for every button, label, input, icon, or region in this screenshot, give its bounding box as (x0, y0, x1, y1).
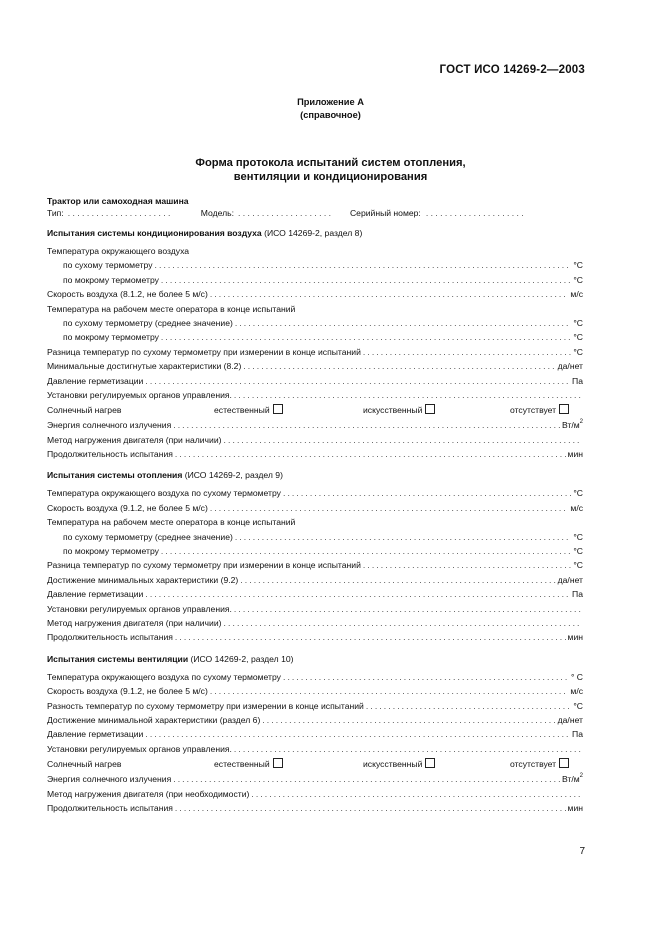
heating-dry-avg-label: по сухому термометру (среднее значение) (63, 531, 233, 542)
heating-pressure-unit: Па (572, 589, 583, 600)
ac-wet-label: по мокрому термометру (63, 274, 159, 285)
heating-wet-label: по мокрому термометру (63, 546, 159, 557)
vent-diff-unit: °С (573, 700, 583, 711)
heating-heading-bold: Испытания системы отопления (47, 470, 183, 481)
ac-air-speed-label: Скорость воздуха (8.1.2, не более 5 м/с) (47, 289, 208, 300)
vent-air-speed-unit: м/с (570, 686, 583, 697)
form-title-line1: Форма протокола испытаний систем отопления, (195, 157, 466, 169)
type-field[interactable]: . . . . . . . . . . . . . . . . . . . . . . (67, 208, 171, 218)
heating-air-speed-row[interactable] (47, 501, 583, 515)
ac-dry-avg-row[interactable] (47, 316, 583, 330)
heating-wet-unit: °С (573, 546, 583, 557)
vent-solar-energy-row[interactable] (47, 772, 583, 786)
vent-controls-row[interactable] (47, 742, 583, 756)
ac-wm-unit: Вт/м (561, 420, 580, 431)
vent-wm-exponent: 2 (579, 773, 583, 780)
ac-min-char-row[interactable] (47, 359, 583, 373)
ac-engine-row[interactable] (47, 433, 583, 447)
vent-natural-label: естественный (214, 759, 270, 770)
ac-controls-row[interactable] (47, 388, 583, 402)
ac-solar-row (47, 402, 583, 418)
ac-solar-label: Солнечный нагрев (47, 405, 122, 416)
ac-absent-label: отсутствует (510, 405, 557, 416)
protocol-form (47, 196, 583, 815)
ac-dry-unit: °С (573, 260, 583, 271)
checkbox-icon[interactable] (425, 404, 435, 414)
heating-pressure-label: Давление герметизации (47, 589, 144, 600)
heating-pressure-row[interactable] (47, 587, 583, 601)
vent-air-speed-label: Скорость воздуха (9.1.2, не более 5 м/с) (47, 686, 208, 697)
heating-section-heading (47, 470, 583, 481)
heating-dry-avg-row[interactable] (47, 530, 583, 544)
vent-pressure-row[interactable] (47, 727, 583, 741)
vent-duration-label: Продолжительность испытания (47, 802, 173, 813)
ac-duration-label: Продолжительность испытания (47, 449, 173, 460)
ac-wet2-unit: °С (573, 332, 583, 343)
ac-solar-natural-option[interactable] (214, 402, 283, 418)
checkbox-icon[interactable] (273, 404, 283, 414)
document-code: ГОСТ ИСО 14269-2—2003 (439, 64, 585, 76)
ac-wet-row[interactable] (47, 273, 583, 287)
vent-solar-absent-option[interactable] (510, 756, 569, 772)
ac-heading-ref: (ИСО 14269-2, раздел 8) (264, 228, 363, 238)
vent-diff-row[interactable] (47, 699, 583, 713)
heating-engine-label: Метод нагружения двигателя (при наличии) (47, 617, 222, 628)
ac-duration-row[interactable] (47, 447, 583, 461)
vent-duration-unit: мин (567, 802, 583, 813)
vent-solar-natural-option[interactable] (214, 756, 283, 772)
vent-air-speed-row[interactable] (47, 684, 583, 698)
heating-ambient-row[interactable] (47, 486, 583, 500)
vent-pressure-unit: Па (572, 729, 583, 740)
vent-solar-label: Солнечный нагрев (47, 759, 122, 770)
vent-solar-energy-label: Энергия солнечного излучения (47, 774, 172, 785)
ac-solar-artificial-option[interactable] (363, 402, 435, 418)
type-label: Тип: (47, 208, 64, 218)
ac-pressure-row[interactable] (47, 374, 583, 388)
ac-section-heading (47, 228, 583, 239)
page-number: 7 (579, 846, 585, 857)
vent-diff-label: Разность температур по сухому термометру при измерении в конце испытаний (47, 700, 364, 711)
heating-min-char-row[interactable] (47, 573, 583, 587)
ac-wet-unit: °С (573, 274, 583, 285)
ac-min-char-label: Минимальные достигнутые характеристики (8.2) (47, 361, 242, 372)
appendix-title: Приложение А (297, 97, 364, 107)
ac-diff-unit: °С (573, 346, 583, 357)
checkbox-icon[interactable] (425, 758, 435, 768)
ac-min-char-unit: да/нет (557, 361, 583, 372)
ventilation-heading-bold: Испытания системы вентиляции (47, 653, 189, 664)
heating-controls-label: Установки регулируемых органов управления. (47, 603, 232, 614)
tractor-fields-row (47, 207, 583, 219)
heating-wet-row[interactable] (47, 544, 583, 558)
heating-duration-row[interactable] (47, 630, 583, 644)
ac-dry-label: по сухому термометру (63, 260, 153, 271)
vent-duration-row[interactable] (47, 801, 583, 815)
vent-wm-unit: Вт/м (561, 774, 580, 785)
ac-solar-energy-unit (562, 418, 583, 432)
vent-min-char-row[interactable] (47, 713, 583, 727)
vent-ambient-label: Температура окружающего воздуха по сухому термометру (47, 671, 281, 682)
ac-diff-row[interactable] (47, 345, 583, 359)
ac-heading-bold: Испытания системы кондиционирования воздуха (47, 228, 262, 238)
heating-controls-row[interactable] (47, 602, 583, 616)
checkbox-icon[interactable] (559, 758, 569, 768)
vent-pressure-label: Давление герметизации (47, 729, 144, 740)
ac-air-speed-row[interactable] (47, 287, 583, 301)
ac-wet2-label: по мокрому термометру (63, 332, 159, 343)
vent-engine-row[interactable] (47, 787, 583, 801)
ac-solar-energy-row[interactable] (47, 418, 583, 432)
vent-solar-artificial-option[interactable] (363, 756, 435, 772)
vent-ambient-unit: ° С (570, 671, 583, 682)
ac-wet2-row[interactable] (47, 330, 583, 344)
heating-air-speed-unit: м/с (570, 502, 583, 513)
form-title (0, 156, 661, 184)
vent-solar-row (47, 756, 583, 772)
appendix-heading (0, 96, 661, 122)
ac-pressure-unit: Па (572, 375, 583, 386)
vent-controls-label: Установки регулируемых органов управления. (47, 743, 232, 754)
model-field[interactable]: . . . . . . . . . . . . . . . . . . . . (237, 208, 332, 218)
heating-ambient-unit: °С (573, 488, 583, 499)
vent-min-char-unit: да/нет (557, 714, 583, 725)
ac-natural-label: естественный (214, 405, 270, 416)
heating-duration-unit: мин (567, 632, 583, 643)
ventilation-section-heading (47, 654, 583, 665)
vent-absent-label: отсутствует (510, 759, 557, 770)
ac-pressure-label: Давление герметизации (47, 375, 144, 386)
ac-dry-avg-unit: °С (573, 317, 583, 328)
heating-min-char-unit: да/нет (557, 574, 583, 585)
heating-dry-avg-unit: °С (573, 531, 583, 542)
heating-duration-label: Продолжительность испытания (47, 632, 173, 643)
ac-air-speed-unit: м/с (570, 289, 583, 300)
heating-diff-label: Разница температур по сухому термометру при измерении в конце испытаний (47, 560, 361, 571)
form-title-line2: вентиляции и кондиционирования (233, 171, 428, 183)
heating-operator-label: Температура на рабочем месте оператора в конце испытаний (47, 517, 296, 528)
ventilation-heading-ref: (ИСО 14269-2, раздел 10) (190, 653, 294, 664)
vent-artificial-label: искусственный (363, 759, 423, 770)
tractor-heading: Трактор или самоходная машина (47, 196, 189, 206)
ac-controls-label: Установки регулируемых органов управления. (47, 389, 232, 400)
vent-ambient-row[interactable] (47, 670, 583, 684)
ac-artificial-label: искусственный (363, 405, 423, 416)
heating-engine-row[interactable] (47, 616, 583, 630)
heating-ambient-label: Температура окружающего воздуха по сухому термометру (47, 488, 281, 499)
ac-operator-label: Температура на рабочем месте оператора в конце испытаний (47, 303, 296, 314)
serial-label: Серийный номер: (349, 208, 421, 218)
heating-diff-row[interactable] (47, 558, 583, 572)
ac-dry-row[interactable] (47, 258, 583, 272)
heating-heading-ref: (ИСО 14269-2, раздел 9) (184, 470, 283, 481)
heating-min-char-label: Достижение минимальных характеристики (9.2) (47, 574, 239, 585)
model-label: Модель: (200, 208, 234, 218)
ac-diff-label: Разница температур по сухому термометру при измерении в конце испытаний (47, 346, 361, 357)
vent-solar-energy-unit (562, 772, 583, 786)
vent-min-char-label: Достижение минимальной характеристики (раздел 6) (47, 714, 261, 725)
checkbox-icon[interactable] (559, 404, 569, 414)
ac-duration-unit: мин (567, 449, 583, 460)
checkbox-icon[interactable] (273, 758, 283, 768)
vent-engine-label: Метод нагружения двигателя (при необходимости) (47, 788, 250, 799)
appendix-subtitle: (справочное) (300, 110, 361, 120)
ac-wm-exponent: 2 (579, 419, 583, 426)
ac-engine-label: Метод нагружения двигателя (при наличии) (47, 434, 222, 445)
heating-diff-unit: °С (573, 560, 583, 571)
ac-solar-energy-label: Энергия солнечного излучения (47, 420, 172, 431)
ac-solar-absent-option[interactable] (510, 402, 569, 418)
heating-air-speed-label: Скорость воздуха (9.1.2, не более 5 м/с) (47, 502, 208, 513)
serial-field[interactable]: . . . . . . . . . . . . . . . . . . . . . (425, 208, 524, 218)
ac-dry-avg-label: по сухому термометру (среднее значение) (63, 317, 233, 328)
ac-ambient-label: Температура окружающего воздуха (47, 246, 190, 256)
